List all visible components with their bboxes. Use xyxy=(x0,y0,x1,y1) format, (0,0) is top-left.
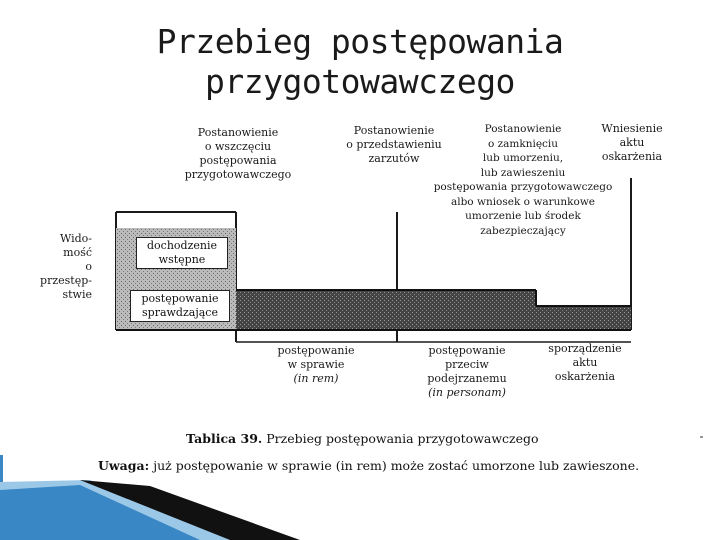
label-sporzadzenie-aktu: sporządzenie aktu oskarżenia xyxy=(548,342,622,383)
note-prefix: Uwaga: xyxy=(98,458,150,473)
slide-title: Przebieg postępowania przygotowawczego xyxy=(156,22,564,101)
label-postanowienie-zarzuty: Postanowienie o przedstawieniu zarzutów xyxy=(346,124,442,165)
label-in-personam-text: postępowanie przeciw podejrzanemu xyxy=(427,344,507,385)
procedure-band-akt xyxy=(536,306,631,330)
box-postepowanie-sprawdzajace: postępowanie sprawdzające xyxy=(130,290,230,322)
box-dochodzenie-wstepne: dochodzenie wstępne xyxy=(136,237,228,269)
slide-decoration xyxy=(0,440,720,540)
label-in-rem xyxy=(262,344,370,386)
label-in-rem-text: postępowanie w sprawie xyxy=(277,344,355,371)
caption-number: Tablica 39. xyxy=(186,431,263,446)
label-in-personam xyxy=(408,344,526,400)
label-widomosc-o-przestepstwie: Wido- mość o przestęp- stwie xyxy=(40,232,92,301)
procedure-band-main xyxy=(236,290,536,330)
caption-text: Przebieg postępowania przygotowawczego xyxy=(266,431,539,446)
label-postanowienie-wszczecie: Postanowienie o wszczęciu postępowania przygotowawczego xyxy=(184,126,292,181)
label-in-personam-latin: (in personam) xyxy=(428,386,506,399)
label-wniesienie-aktu: Wniesienie aktu oskarżenia xyxy=(601,122,663,163)
note-text: już postępowanie w sprawie (in rem) może zostać umorzone lub zawieszone. xyxy=(153,458,640,473)
label-in-rem-latin: (in rem) xyxy=(293,372,339,385)
label-postanowienie-zamkniecie: Postanowienie o zamknięciu lub umorzeniu, lub zawieszeniu postępowania przygotowawczego albo wniosek o warunkowe umorzenie lub środek zabezpieczający xyxy=(433,123,613,237)
